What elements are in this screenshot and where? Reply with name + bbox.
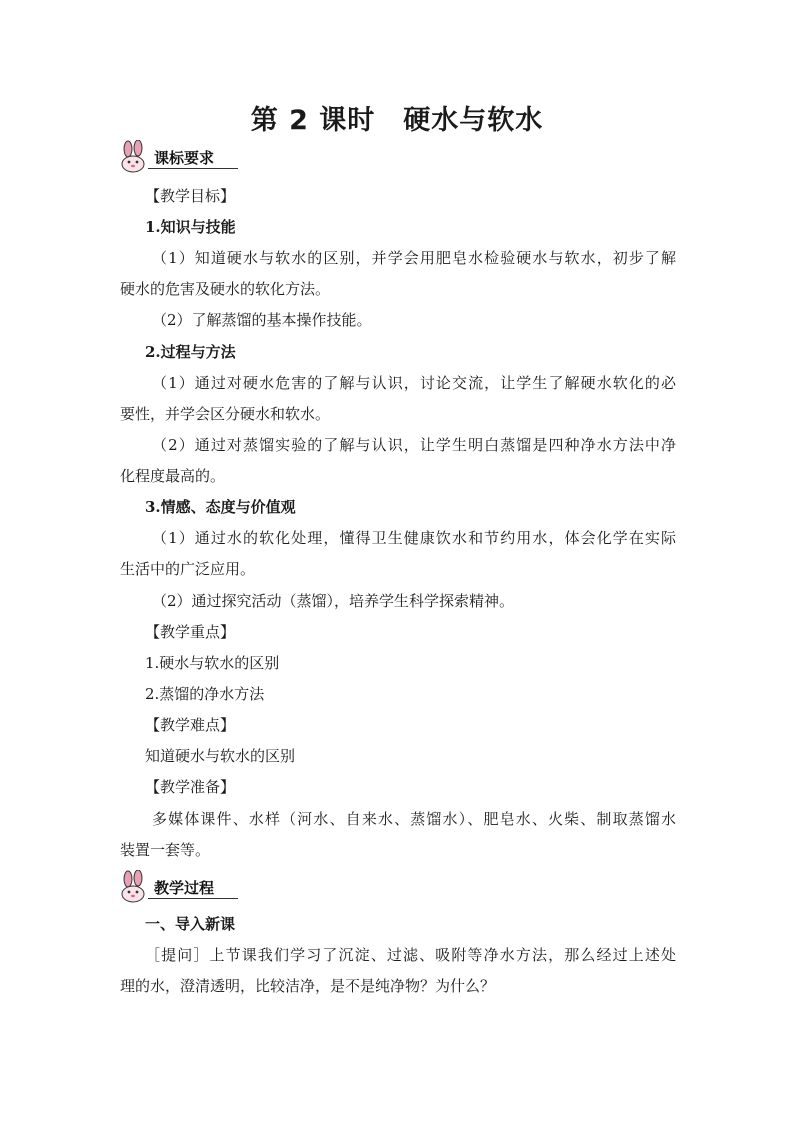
goal-3-heading: 3.情感、态度与价值观 (145, 498, 296, 516)
goal-1-point-2: （2）了解蒸馏的基本操作技能。 (152, 311, 372, 329)
goal-3-point-2: （2）通过探究活动（蒸馏），培养学生科学探索精神。 (152, 592, 515, 610)
section-title-process: 教学过程 (154, 879, 215, 897)
key-points-heading: 【教学重点】 (145, 623, 236, 641)
bunny-icon (116, 140, 152, 174)
intro-line-2: 理的水，澄清透明，比较洁净，是不是纯净物？为什么？ (120, 977, 496, 995)
goal-3-point-1-line-2: 生活中的广泛应用。 (120, 560, 256, 578)
section-header-process (116, 870, 240, 904)
goal-2-point-1-line-1: （1）通过对硬水危害的了解与认识，讨论交流，让学生了解硬水软化的必 (152, 374, 676, 392)
difficulty-1: 知道硬水与软水的区别 (145, 747, 296, 765)
intro-heading: 一、导入新课 (145, 915, 236, 933)
difficulty-heading: 【教学难点】 (145, 716, 236, 734)
goal-1-point-1-line-2: 硬水的危害及硬水的软化方法。 (120, 280, 331, 298)
goal-2-point-1-line-2: 要性，并学会区分硬水和软水。 (120, 405, 331, 423)
preparation-line-1: 多媒体课件、水样（河水、自来水、蒸馏水）、肥皂水、火柴、制取蒸馏水 (152, 810, 676, 828)
section-title-standards: 课标要求 (154, 149, 215, 167)
goal-1-heading: 1.知识与技能 (145, 218, 236, 236)
section-underline (148, 168, 238, 169)
goal-1-point-1-line-1: （1）知道硬水与软水的区别，并学会用肥皂水检验硬水与软水，初步了解 (152, 249, 676, 267)
goal-2-heading: 2.过程与方法 (145, 343, 236, 361)
preparation-line-2: 装置一套等。 (120, 841, 211, 859)
goal-2-point-2-line-2: 化程度最高的。 (120, 467, 226, 485)
page-title: 第 2 课时 硬水与软水 (250, 105, 544, 136)
key-point-2: 2.蒸馏的净水方法 (145, 685, 265, 703)
bunny-icon (116, 870, 152, 904)
section-underline (148, 898, 238, 899)
section-header-standards (116, 140, 240, 174)
goal-3-point-1-line-1: （1）通过水的软化处理，懂得卫生健康饮水和节约用水，体会化学在实际 (152, 529, 676, 547)
goals-heading: 【教学目标】 (145, 187, 236, 205)
goal-2-point-2-line-1: （2）通过对蒸馏实验的了解与认识，让学生明白蒸馏是四种净水方法中净 (152, 436, 676, 454)
key-point-1: 1.硬水与软水的区别 (145, 654, 280, 672)
preparation-heading: 【教学准备】 (145, 778, 236, 796)
intro-line-1: ［提问］上节课我们学习了沉淀、过滤、吸附等净水方法，那么经过上述处 (145, 946, 676, 964)
